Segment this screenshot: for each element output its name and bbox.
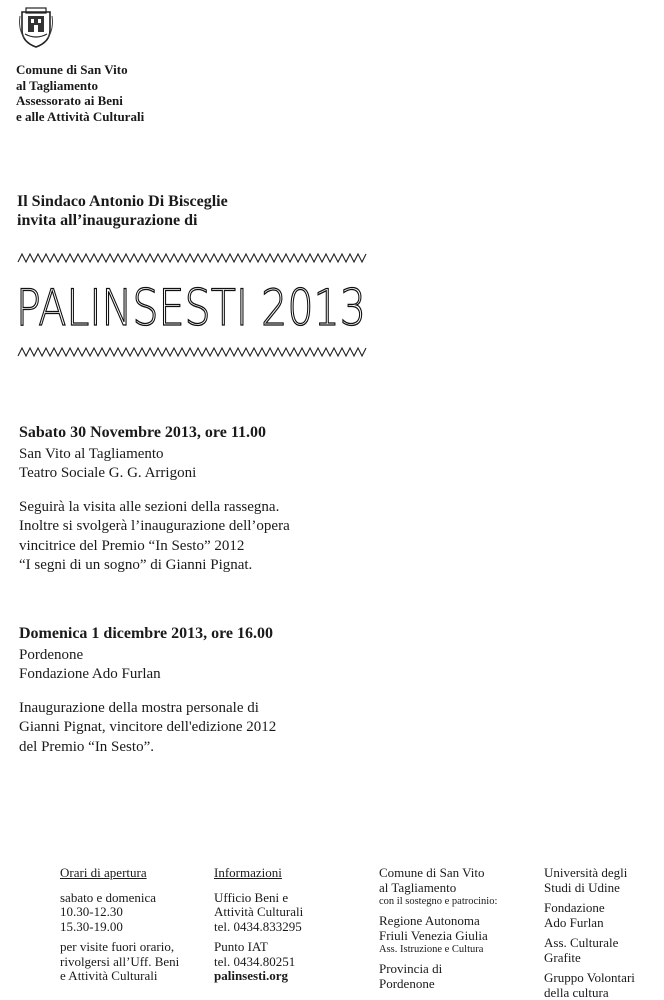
partner-line: Fondazione xyxy=(544,900,605,915)
invitation-text xyxy=(17,192,228,230)
partner-line: Friuli Venezia Giulia xyxy=(379,927,488,943)
support-label: con il sostegno e patrocinio: xyxy=(379,896,498,907)
event-2-desc-line: Gianni Pignat, vincitore dell'edizione 2012 xyxy=(19,719,277,735)
partner-line: Studi di Udine xyxy=(544,879,620,895)
partners-column-2 xyxy=(544,866,635,1000)
website-link[interactable]: palinsesti.org xyxy=(214,968,289,983)
event-1-desc-line: Seguirà la visita alle sezioni della rassegna. xyxy=(19,498,280,515)
event-1-venue: Teatro Sociale G. G. Arrigoni xyxy=(19,465,197,481)
event-1-place: San Vito al Tagliamento xyxy=(19,445,164,462)
event-1-desc-line: vincitrice del Premio “In Sesto” 2012 xyxy=(19,537,245,554)
info-iat-line: Punto IAT xyxy=(214,939,268,954)
event-2-place: Pordenone xyxy=(19,646,84,663)
information-title: Informazioni xyxy=(214,865,282,880)
event-title xyxy=(16,279,368,337)
partner-line: Regione Autonoma xyxy=(379,913,480,928)
event-2-desc-line: del Premio “In Sesto”. xyxy=(19,738,154,755)
info-office-line: Ufficio Beni e xyxy=(214,889,289,905)
coat-of-arms-logo xyxy=(18,6,54,48)
partner-line: Grafite xyxy=(544,949,581,965)
invite-line-1: Il Sindaco Antonio Di Bisceglie xyxy=(17,193,228,210)
partner-line: Comune di San Vito xyxy=(379,865,485,880)
partner-line: della cultura xyxy=(544,984,609,1000)
hours-note-line: e Attività Culturali xyxy=(60,968,158,983)
info-iat-phone: tel. 0434.80251 xyxy=(214,953,296,969)
partner-line: Università degli xyxy=(544,865,628,880)
zigzag-divider-bottom xyxy=(18,346,368,358)
info-office-phone: tel. 0434.833295 xyxy=(214,918,302,934)
event-2-venue: Fondazione Ado Furlan xyxy=(19,666,161,682)
event-section-1 xyxy=(19,423,290,576)
partner-line: Gruppo Volontari xyxy=(544,970,635,985)
zigzag-divider-top xyxy=(18,252,368,264)
partner-line: Provincia di xyxy=(379,961,443,976)
event-section-2 xyxy=(19,624,276,757)
partner-dept: Ass. Istruzione e Cultura xyxy=(379,944,484,955)
partner-line: Ado Furlan xyxy=(544,914,604,930)
event-1-desc-line: “I segni di un sogno” di Gianni Pignat. xyxy=(19,557,253,573)
invite-line-2: invita all’inaugurazione di xyxy=(17,212,198,229)
issuer-header xyxy=(16,62,144,124)
partner-line: al Tagliamento xyxy=(379,879,457,895)
partner-line: Pordenone xyxy=(379,975,435,991)
header-line: Assessorato ai Beni xyxy=(16,93,123,108)
hours-note-line: rivolgersi all’Uff. Beni xyxy=(60,953,180,969)
hours-line: 15.30-19.00 xyxy=(60,918,123,934)
header-line: al Tagliamento xyxy=(16,77,98,93)
event-title-text: PALINSESTI 2013 xyxy=(16,279,366,337)
event-1-heading: Sabato 30 Novembre 2013, ore 11.00 xyxy=(19,424,266,441)
event-2-heading: Domenica 1 dicembre 2013, ore 16.00 xyxy=(19,625,274,642)
info-office-line: Attività Culturali xyxy=(214,904,304,919)
opening-hours xyxy=(60,866,179,984)
partner-line: Ass. Culturale xyxy=(544,935,619,950)
header-line: e alle Attività Culturali xyxy=(16,108,145,124)
partners-column-1 xyxy=(379,866,497,991)
hours-note-line: per visite fuori orario, xyxy=(60,939,175,954)
information xyxy=(214,866,303,984)
opening-hours-title: Orari di apertura xyxy=(60,865,147,880)
header-line: Comune di San Vito xyxy=(16,62,128,77)
hours-line: sabato e domenica xyxy=(60,889,157,905)
event-1-desc-line: Inoltre si svolgerà l’inaugurazione dell’opera xyxy=(19,518,290,534)
hours-line: 10.30-12.30 xyxy=(60,904,123,919)
event-2-desc-line: Inaugurazione della mostra personale di xyxy=(19,699,259,716)
